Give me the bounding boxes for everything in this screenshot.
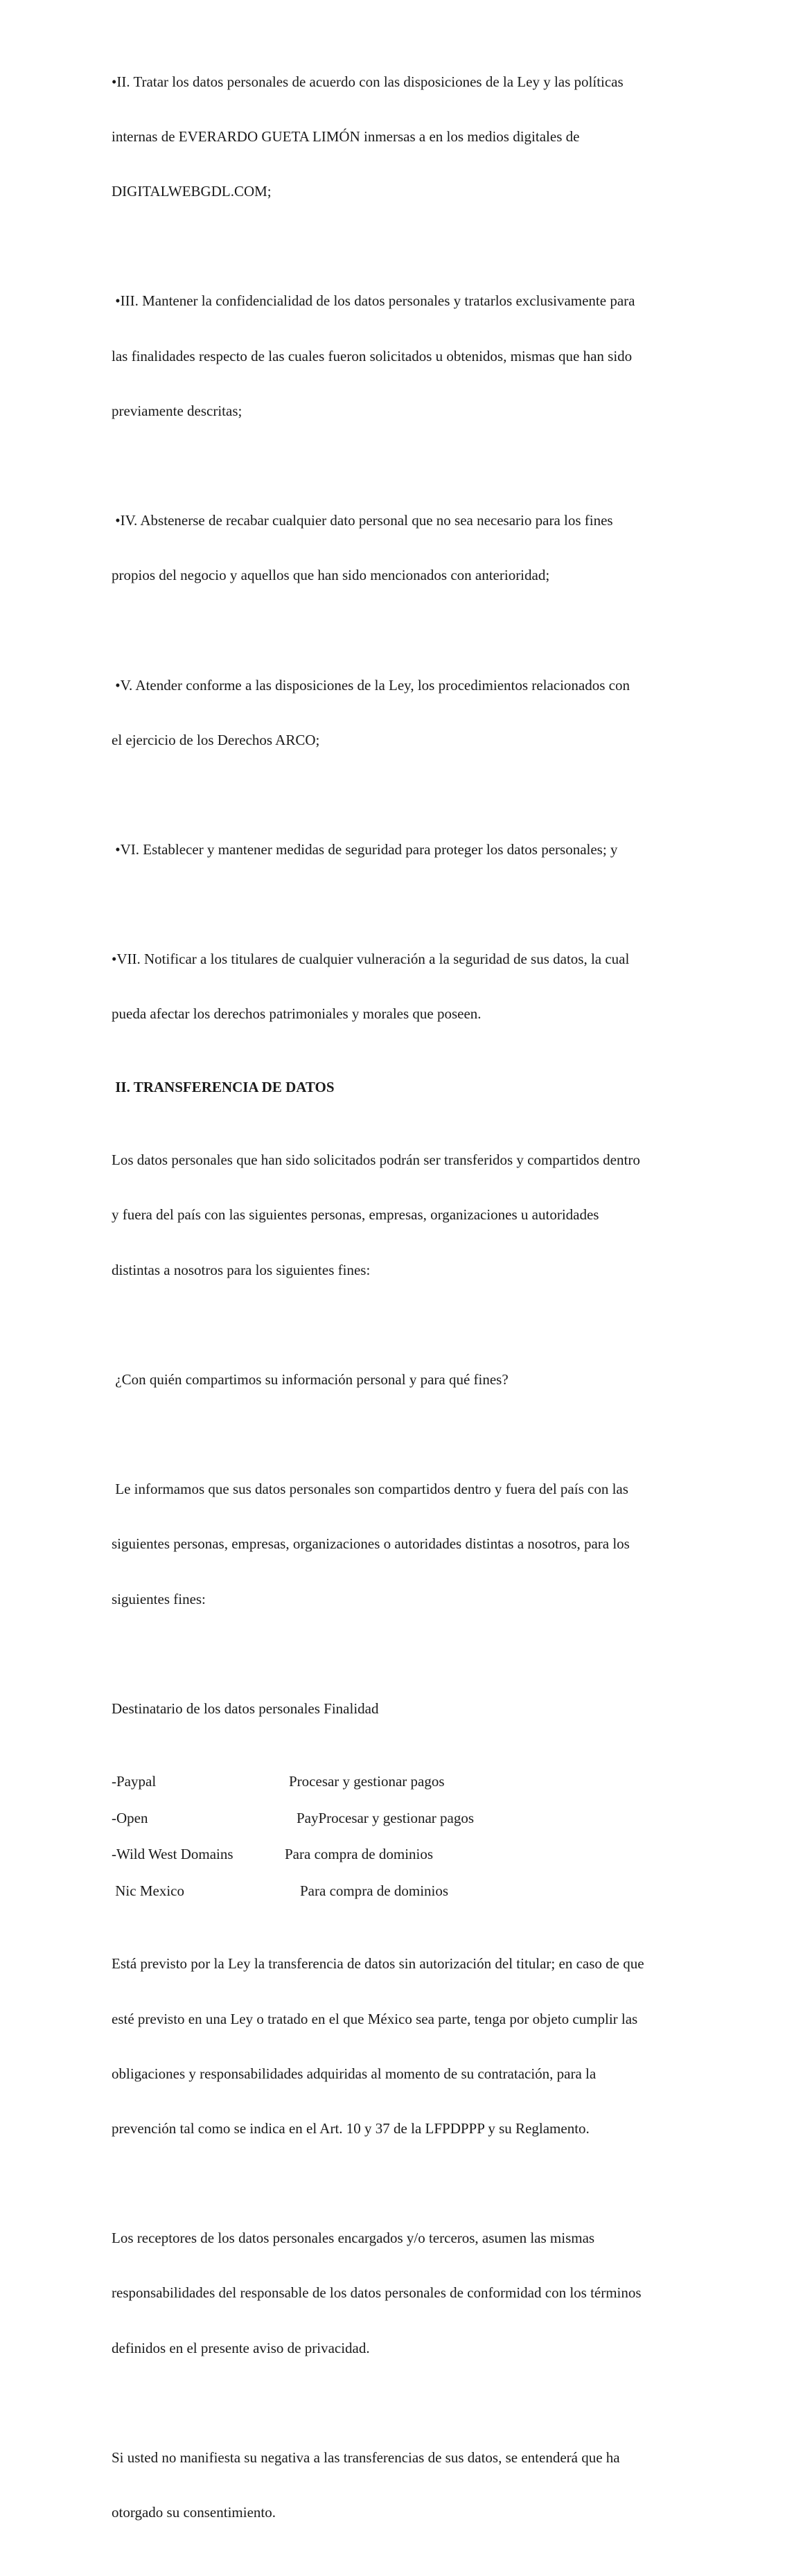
- text-line: Los datos personales que han sido solicitados podrán ser transferidos y compartidos dentro: [112, 1152, 640, 1169]
- transfer-intro-paragraph: [112, 1114, 700, 1315]
- text-line: Le informamos que sus datos personales son compartidos dentro y fuera del país con las: [112, 1481, 628, 1498]
- obligation-paragraph: [112, 475, 700, 621]
- text-line: •III. Mantener la confidencialidad de los datos personales y tratarlos exclusivamente para: [112, 292, 635, 310]
- text-line: •IV. Abstenerse de recabar cualquier dato personal que no sea necesario para los fines: [112, 512, 613, 529]
- recipient-name: Nic Mexico: [112, 1882, 184, 1899]
- obligation-paragraph: [112, 913, 700, 1059]
- text-line: ¿Con quién compartimos su información personal y para qué fines?: [112, 1370, 509, 1388]
- recipient-name: -Paypal: [112, 1773, 157, 1790]
- text-line: propios del negocio y aquellos que han sido mencionados con anterioridad;: [112, 567, 550, 584]
- text-line: internas de EVERARDO GUETA LIMÓN inmersas a en los medios digitales de: [112, 128, 580, 145]
- text-line: Destinatario de los datos personales Finalidad: [112, 1700, 379, 1717]
- text-line: Los receptores de los datos personales encargados y/o terceros, asumen las mismas: [112, 2230, 595, 2247]
- obligation-paragraph: [112, 256, 700, 457]
- recipient-name: -Open: [112, 1809, 148, 1826]
- recipients-table-header: [112, 1663, 700, 1754]
- text-line: Si usted no manifiesta su negativa a las transferencias de sus datos, se entenderá que ha: [112, 2449, 620, 2466]
- recipient-purpose: Para compra de dominios: [300, 1882, 449, 1899]
- text-line: responsabilidades del responsable de los datos personales de conformidad con los términos: [112, 2284, 642, 2302]
- text-line: siguientes personas, empresas, organizaciones o autoridades distintas a nosotros, para los: [112, 1535, 630, 1553]
- text-line: pueda afectar los derechos patrimoniales y morales que poseen.: [112, 1005, 482, 1023]
- closing-paragraph: [112, 2192, 700, 2393]
- question-paragraph: [112, 1334, 700, 1425]
- text-line: siguientes fines:: [112, 1590, 206, 1607]
- recipient-row: [112, 1845, 700, 1863]
- text-line: prevención tal como se indica en el Art. 10 y 37 de la LFPDPPP y su Reglamento.: [112, 2119, 590, 2137]
- inform-paragraph: [112, 1443, 700, 1644]
- text-line: •V. Atender conforme a las disposiciones de la Ley, los procedimientos relacionados con: [112, 676, 630, 694]
- text-line: las finalidades respecto de las cuales fueron solicitados u obtenidos, mismas que han sido: [112, 347, 633, 364]
- text-line: DIGITALWEBGDL.COM;: [112, 183, 272, 200]
- closing-paragraph: [112, 1918, 700, 2175]
- text-line: Está previsto por la Ley la transferencia de datos sin autorización del titular; en caso de que: [112, 1955, 644, 1973]
- obligation-paragraph: [112, 36, 700, 237]
- obligation-paragraph: [112, 804, 700, 895]
- section-heading: II. TRANSFERENCIA DE DATOS: [112, 1078, 335, 1095]
- recipient-row: [112, 1809, 700, 1827]
- closing-paragraph: [112, 2412, 700, 2558]
- text-line: •VI. Establecer y mantener medidas de seguridad para proteger los datos personales; y: [112, 841, 618, 858]
- recipient-purpose: Procesar y gestionar pagos: [289, 1773, 445, 1790]
- recipient-purpose: Para compra de dominios: [285, 1846, 434, 1863]
- recipient-purpose: PayProcesar y gestionar pagos: [297, 1809, 475, 1826]
- document-page: [112, 36, 700, 2576]
- text-line: el ejercicio de los Derechos ARCO;: [112, 731, 320, 748]
- text-line: distintas a nosotros para los siguientes fines:: [112, 1261, 371, 1278]
- recipient-row: [112, 1882, 700, 1900]
- text-line: y fuera del país con las siguientes personas, empresas, organizaciones u autoridades: [112, 1206, 599, 1224]
- text-line: obligaciones y responsabilidades adquiridas al momento de su contratación, para la: [112, 2065, 597, 2082]
- text-line: definidos en el presente aviso de privacidad.: [112, 2339, 370, 2356]
- recipient-row: [112, 1772, 700, 1790]
- text-line: previamente descritas;: [112, 402, 242, 419]
- text-line: otorgado su consentimiento.: [112, 2504, 276, 2521]
- obligation-paragraph: [112, 639, 700, 786]
- recipient-name: -Wild West Domains: [112, 1846, 233, 1863]
- text-line: •VII. Notificar a los titulares de cualquier vulneración a la seguridad de sus datos, la cual: [112, 951, 630, 968]
- text-line: •II. Tratar los datos personales de acuerdo con las disposiciones de la Ley y las políticas: [112, 73, 624, 90]
- text-line: esté previsto en una Ley o tratado en el que México sea parte, tenga por objeto cumplir las: [112, 2010, 638, 2027]
